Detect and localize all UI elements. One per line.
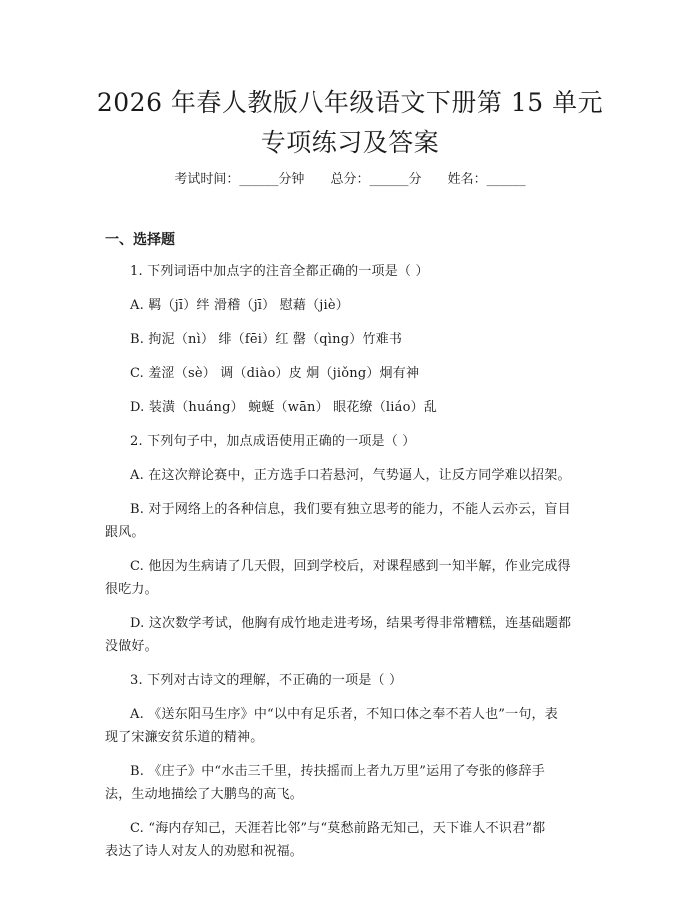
section-heading: 一、选择题 bbox=[105, 232, 175, 248]
question-3-option-a-line1: A. 《送东阳马生序》中“以中有足乐者，不知口体之奉不若人也”一句，表 bbox=[130, 707, 558, 722]
question-1-option-d: D. 装潢（huáng） 蜿蜒（wān） 眼花缭（liáo）乱 bbox=[130, 400, 438, 415]
total-score-field: 总分：______分 bbox=[330, 172, 422, 187]
question-2-option-b-line2: 跟风。 bbox=[105, 525, 145, 540]
question-3-option-b-line2: 法，生动地描绘了大鹏鸟的高飞。 bbox=[105, 787, 304, 802]
question-2-option-d-line2: 没做好。 bbox=[105, 639, 158, 654]
exam-meta bbox=[0, 168, 700, 187]
exam-time-field: 考试时间：______分钟 bbox=[174, 172, 305, 187]
question-3-stem: 3. 下列对古诗文的理解，不正确的一项是（ ） bbox=[130, 673, 403, 688]
question-1-stem: 1. 下列词语中加点字的注音全都正确的一项是（ ） bbox=[130, 264, 429, 279]
question-3-option-a-line2: 现了宋濂安贫乐道的精神。 bbox=[105, 730, 264, 745]
question-2-option-b-line1: B. 对于网络上的各种信息，我们要有独立思考的能力，不能人云亦云，盲目 bbox=[130, 502, 571, 517]
question-2-stem: 2. 下列句子中，加点成语使用正确的一项是（ ） bbox=[130, 434, 416, 449]
question-3-option-c-line2: 表达了诗人对友人的劝慰和祝福。 bbox=[105, 844, 304, 859]
question-1-option-c: C. 羞涩（sè） 调（diào）皮 炯（jiǒng）炯有神 bbox=[130, 366, 420, 381]
student-name-field: 姓名：______ bbox=[447, 172, 526, 187]
question-1-option-a: A. 羁（jī）绊 滑稽（jī） 慰藉（jiè） bbox=[130, 298, 349, 313]
question-2-option-a: A. 在这次辩论赛中，正方选手口若悬河，气势逼人，让反方同学难以招架。 bbox=[130, 468, 571, 483]
question-3-option-c-line1: C. “海内存知己，天涯若比邻”与“莫愁前路无知己，天下谁人不识君”都 bbox=[130, 821, 546, 836]
question-2-option-d-line1: D. 这次数学考试，他胸有成竹地走进考场，结果考得非常糟糕，连基础题都 bbox=[130, 616, 572, 631]
page-title-line1: 2026 年春人教版八年级语文下册第 15 单元 bbox=[96, 88, 604, 117]
question-3-option-b-line1: B. 《庄子》中“水击三千里，抟扶摇而上者九万里”运用了夸张的修辞手 bbox=[130, 764, 545, 779]
question-1-option-b: B. 拘泥（nì） 绯（fēi）红 罄（qìng）竹难书 bbox=[130, 332, 403, 347]
page-title-line2: 专项练习及答案 bbox=[260, 128, 440, 157]
question-2-option-c-line1: C. 他因为生病请了几天假，回到学校后，对课程感到一知半解，作业完成得 bbox=[130, 559, 571, 574]
question-2-option-c-line2: 很吃力。 bbox=[105, 582, 158, 597]
